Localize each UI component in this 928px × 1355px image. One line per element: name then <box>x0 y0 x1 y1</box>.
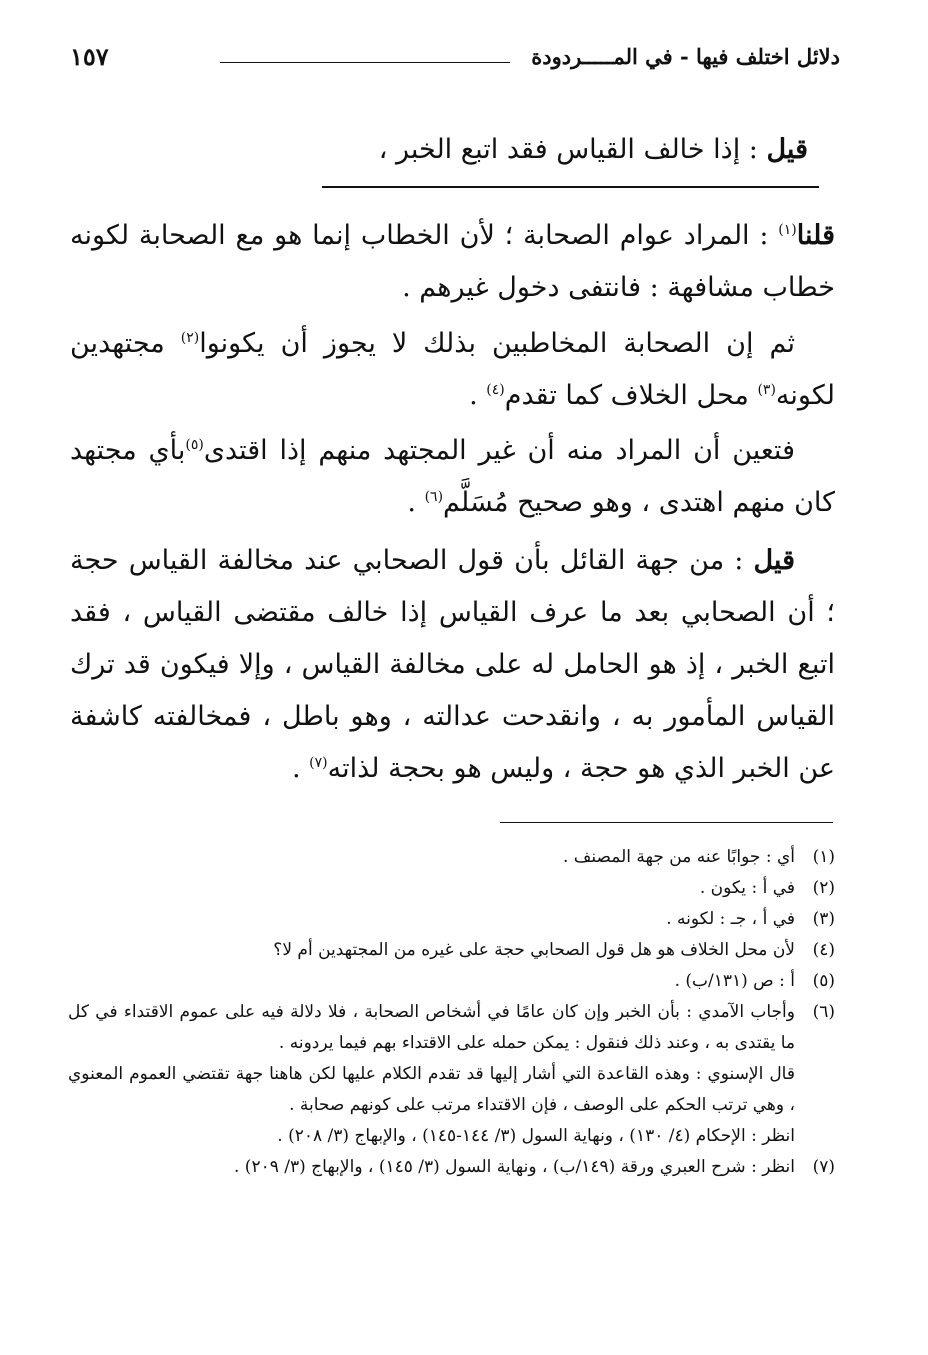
paragraph-2-text-c: محل الخلاف كما تقدم <box>504 380 758 411</box>
running-header <box>70 40 840 80</box>
footnote-text: وأجاب الآمدي : بأن الخبر وإن كان عامًا في أشخاص الصحابة ، فلا دلالة فيه على عموم الاقتداء في كل ما يقتدى به ، وعند ذلك فنقول : يمكن حمله على الاقتداء بهم فيما يردونه . <box>68 1002 795 1053</box>
footnote-text: لأن محل الخلاف هو هل قول الصحابي حجة على غيره من المجتهدين أم لا؟ <box>273 940 795 960</box>
footnote-number: (٤) <box>812 940 835 960</box>
footnote-ref-1: (١) <box>778 222 797 238</box>
footnote-number: (٣) <box>812 909 835 929</box>
footnote-ref-7: (٧) <box>309 755 328 771</box>
paragraph-4-text-a: : من جهة القائل بأن قول الصحابي عند مخالفة القياس حجة ؛ أن الصحابي بعد ما عرف القياس إذا خالف مقتضى القياس ، فقد اتبع الخبر ، إذ هو الحامل له على مخالفة القياس ، وإلا فيكون قد ترك القياس المأمور به ، وانقدحت عدالته ، وهو باطل ، فمخالفته كاشفة عن الخبر الذي هو حجة ، وليس هو بحجة لذاته <box>70 545 835 784</box>
header-rule <box>220 62 510 63</box>
footnote-4 <box>68 935 835 966</box>
footnote-5 <box>68 966 835 997</box>
footnote-separator <box>500 822 833 823</box>
paragraph-1-lead: قلنا <box>796 220 835 251</box>
paragraph-2-text-b: مجتهدين لكونه <box>70 328 835 411</box>
footnote-ref-3: (٣) <box>757 382 776 398</box>
footnote-text: في أ ، جـ : لكونه . <box>666 909 795 929</box>
footnote-ref-4: (٤) <box>486 382 505 398</box>
footnote-number: (٢) <box>812 878 835 898</box>
footnote-6 <box>68 997 835 1059</box>
footnote-ref-2: (٢) <box>180 330 200 346</box>
header-title: دلائل اختلف فيها - في المـــــردودة <box>531 44 840 69</box>
footnote-ref-6: (٦) <box>424 489 444 505</box>
footnote-text: انظر : شرح العبري ورقة (١٤٩/ب) ، ونهاية السول (٣/ ١٤٥) ، والإبهاج (٣/ ٢٠٩) . <box>234 1157 795 1177</box>
quote-line <box>379 128 808 172</box>
quote-rule <box>322 186 819 188</box>
footnote-6-continued: قال الإسنوي : وهذه القاعدة التي أشار إليها قد تقدم الكلام عليها لكن هاهنا جهة تقتضي العموم المعنوي ، وهي ترتب الحكم على الوصف ، فإن الاقتداء مرتب على كونهم صحابة . <box>68 1064 795 1115</box>
paragraph-3-text-c: . <box>407 487 425 518</box>
footnote-text: أي : جوابًا عنه من جهة المصنف . <box>562 847 795 867</box>
footnote-number: (٥) <box>812 971 835 991</box>
paragraph-1 <box>70 210 835 314</box>
paragraph-3-text-b: بأي مجتهد كان منهم اهتدى ، وهو صحيح مُسَلَّم <box>70 435 835 518</box>
footnote-number: (١) <box>812 847 835 867</box>
paragraph-3 <box>70 425 835 529</box>
footnotes <box>68 842 835 1183</box>
paragraph-4-text-b: . <box>291 753 310 784</box>
page-number: ١٥٧ <box>70 42 109 71</box>
paragraph-1-text: : المراد عوام الصحابة ؛ لأن الخطاب إنما هو مع الصحابة لكونه خطاب مشافهة : فانتفى دخول غيرهم . <box>70 220 835 303</box>
paragraph-2-text-a: ثم إن الصحابة المخاطبين بذلك لا يجوز أن يكونوا <box>199 328 795 359</box>
footnote-ref-5: (٥) <box>185 437 204 453</box>
paragraph-4 <box>70 535 835 795</box>
footnote-text: في أ : يكون . <box>699 878 795 898</box>
footnote-7 <box>68 1152 835 1183</box>
footnote-number: (٧) <box>812 1157 835 1177</box>
paragraph-2 <box>70 318 835 422</box>
footnote-1 <box>68 842 835 873</box>
quote-text: : إذا خالف القياس فقد اتبع الخبر ، <box>378 134 767 165</box>
quote-lead: قيل <box>766 134 808 165</box>
footnote-2 <box>68 873 835 904</box>
paragraph-3-text-a: فتعين أن المراد منه أن غير المجتهد منهم إذا اقتدى <box>203 435 795 466</box>
footnote-3 <box>68 904 835 935</box>
footnote-number: (٦) <box>812 1002 835 1022</box>
footnote-6-references: انظر : الإحكام (٤/ ١٣٠) ، ونهاية السول (٣/ ١٤٤-١٤٥) ، والإبهاج (٣/ ٢٠٨) . <box>277 1126 795 1146</box>
paragraph-4-lead: قيل <box>753 545 795 576</box>
paragraph-2-text-d: . <box>469 380 487 411</box>
footnote-text: أ : ص (١٣١/ب) . <box>674 971 795 991</box>
